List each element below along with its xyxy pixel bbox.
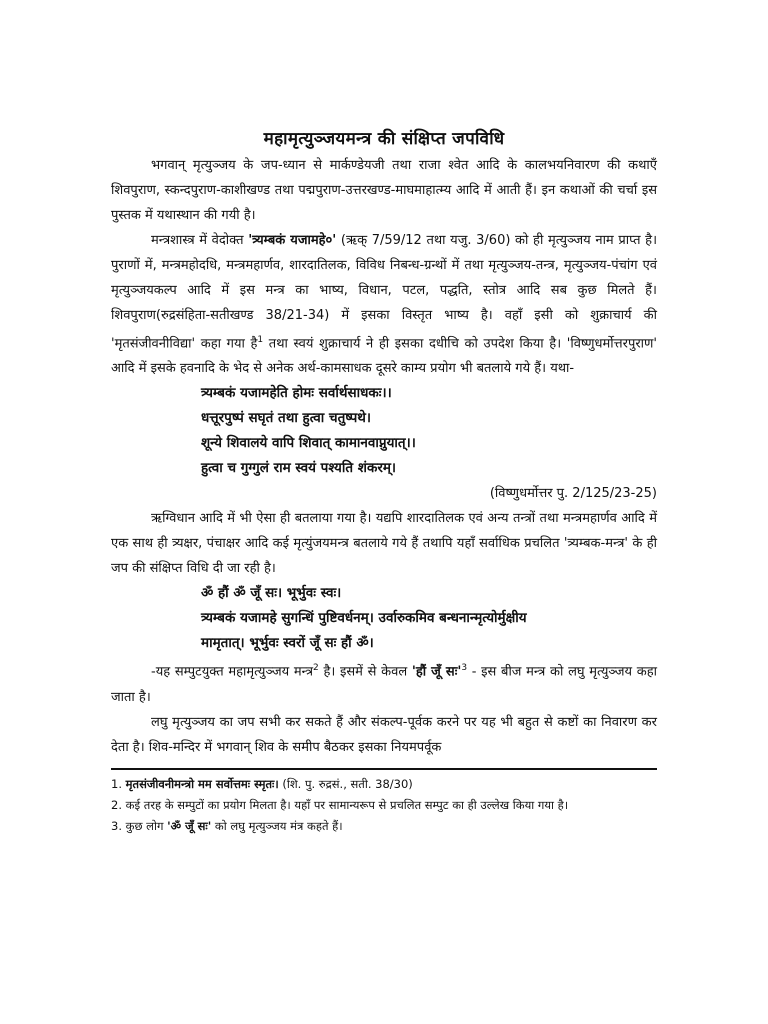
mantra-block [111,581,657,656]
paragraph-1: भगवान् मृत्युञ्जय के जप-ध्यान से मार्कण्डेयजी तथा राजा श्वेत आदि के कालभयनिवारण की कथाएँ शिवपुराण, स्कन्दपुराण-काशीखण्ड तथा पद्मपुराण-उत्तरखण्ड-माघमाहात्म्य आदि में आती हैं। इन कथाओं की चर्चा इस पुस्तक में यथास्थान की गयी है। [111,158,657,223]
footnote-3 [111,816,657,837]
footnotes [111,774,657,837]
verse-line: शून्ये शिवालये वापि शिवात् कामानवाप्नुयात्।। [201,435,416,452]
mantra-line: मामृतात्। भूर्भुवः स्वरों जूँ सः हौं ॐ। [201,635,374,652]
mantra-line: ॐ हौं ॐ जूँ सः। भूर्भुवः स्वः। [201,585,342,602]
verse-line: धत्तूरपुष्पं सघृतं तथा हुत्वा चतुष्पथे। [201,410,372,427]
verse-block [111,381,657,506]
footnote-3-text-c: को लघु मृत्युञ्जय मंत्र कहते हैं। [211,818,343,833]
footnote-3-mantra: 'ॐ जूँ सः' [167,818,212,833]
paragraph-5: लघु मृत्युञ्जय का जप सभी कर सकते हैं और संकल्प-पूर्वक करने पर यह भी बहुत से कष्टों का निवारण कर देता है। शिव-मन्दिर में भगवान् शिव के समीप बैठकर इसका नियमपर्वूक [111,714,657,755]
verse-line: हुत्वा च गुग्गुलं राम स्वयं पश्यति शंकरम्। [201,460,397,477]
mantra-reference: 'त्र्यम्बकं यजामहे०' [248,233,337,248]
footnote-ref-3: 3 [461,663,468,674]
page-title: महामृत्युञ्जयमन्त्र की संक्षिप्त जपविधि [263,129,505,149]
footnote-2: 2. कई तरह के सम्पुटों का प्रयोग मिलता है। यहाँ पर सामान्यरूप से प्रचलित सम्पुट का ही उल्लेख किया गया है। [111,797,569,812]
paragraph-4-text-f: - इस बीज मन्त्र को लघु मृत्युञ्जय कहा जाता है। [111,664,658,705]
footnote-1-quote: मृतसंजीवनीमन्त्रो मम सर्वोत्तमः स्मृतः। [125,776,279,791]
paragraph-2-text-c: (ऋक् 7/59/12 तथा यजु. 3/60) को ही मृत्युञ्जय नाम प्राप्त है। पुराणों में, मन्त्रमहोदधि, मन्त्रमहार्णव, शारदातिलक, विविध निबन्ध-ग्रन्थों में तथा मृत्युञ्जय-तन्त्र, मृत्युञ्जय-पंचांग एवं मृत्युञ्जयकल्प आदि में इस मन्त्र का भाष्य, विधान, पटल, पद्धति, स्तोत्र आदि सब कुछ मिलते हैं। शिवपुराण(रुद्रसंहिता-सतीखण्ड 38/21-34) में इसका विस्तृत भाष्य है। वहाँ इसी को शुक्राचार्य की 'मृतसंजीवनीविद्या' कहा गया है [111,233,657,352]
footnote-ref-2: 2 [313,663,319,674]
footnote-divider [111,768,657,770]
document-page [111,126,657,837]
paragraph-2-text-e: तथा स्वयं शुक्राचार्य ने ही इसका दधीचि को उपदेश किया है। 'विष्णुधर्मोत्तरपुराण' आदि में इसके हवनादि के भेद से अनेक अर्थ-कामसाधक दूसरे काम्य प्रयोग भी बतलाये गये हैं। यथा- [111,336,657,377]
paragraph-4-text-c: है। इसमें से केवल [318,664,412,680]
verse-line: त्र्यम्बकं यजामहेति होमः सर्वार्थसाधकः।। [201,385,392,402]
paragraph-2 [111,228,657,381]
footnote-3-text-a: 3. कुछ लोग [111,818,168,833]
bija-mantra: 'हौं जूँ सः' [411,664,462,680]
paragraph-3: ऋग्विधान आदि में भी ऐसा ही बतलाया गया है। यद्यपि शारदातिलक एवं अन्य तन्त्रों तथा मन्त्रमहार्णव आदि में एक साथ ही त्र्यक्षर, पंचाक्षर आदि कई मृत्युंजयमन्त्र बतलाये गये हैं तथापि यहाँ सर्वाधिक प्रचलित 'त्र्यम्बक-मन्त्र' के ही जप की संक्षिप्त विधि दी जा रही है। [111,511,657,577]
verse-source: (विष्णुधर्मोत्तर पु. 2/125/23-25) [489,486,657,502]
paragraph-4-text-a: -यह सम्पुटयुक्त महामृत्युञ्जय मन्त्र [151,664,314,680]
paragraph-4 [111,656,657,709]
footnote-1 [111,774,657,795]
mantra-line: त्र्यम्बकं यजामहे सुगन्धिं पुष्टिवर्धनम्। उर्वारुकमिव बन्धनान्मृत्योर्मुक्षीय [201,610,527,627]
footnote-1-number: 1. [111,776,122,791]
footnote-1-source: (शि. पु. रुद्रसं., सती. 38/30) [278,776,413,791]
paragraph-2-text-a: मन्त्रशास्त्र में वेदोक्त [151,233,249,248]
footnote-ref-1: 1 [257,335,264,345]
